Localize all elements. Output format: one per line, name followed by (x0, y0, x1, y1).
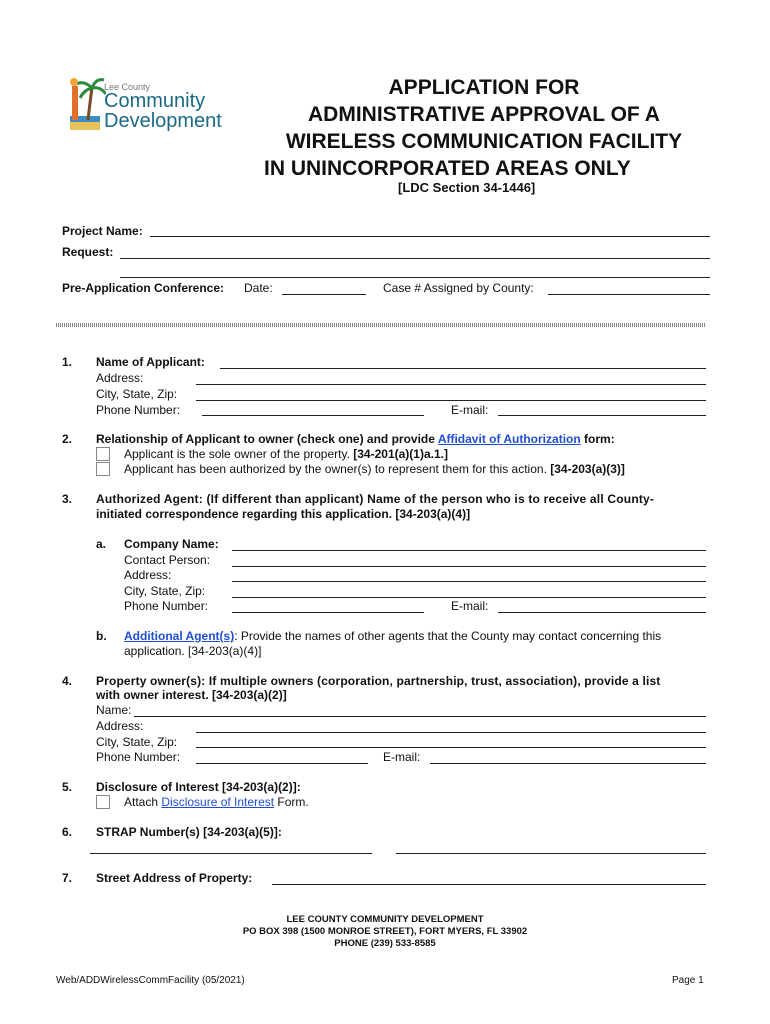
sole-owner-checkbox[interactable] (96, 447, 110, 461)
owner-name-field[interactable] (134, 716, 706, 717)
strap-title: STRAP Number(s) [34-203(a)(5)]: (96, 825, 282, 839)
company-name-label: Company Name: (124, 537, 219, 551)
owner-city-field[interactable] (196, 747, 706, 748)
authorized-checkbox[interactable] (96, 462, 110, 476)
contact-person-field[interactable] (232, 566, 706, 567)
agent-description-1: Authorized Agent: (If different than applicant) Name of the person who is to receive all County- (96, 492, 655, 506)
footer-address: PO BOX 398 (1500 MONROE STREET), FORT MYERS, FL 33902 (242, 926, 528, 937)
applicant-address-label: Address: (96, 371, 144, 385)
section-4-number: 4. (62, 674, 73, 688)
agent-description-2: initiated correspondence regarding this application. [34-203(a)(4)] (96, 507, 471, 521)
title-line-4: IN UNINCORPORATED AREAS ONLY (264, 157, 631, 180)
applicant-phone-field[interactable] (202, 415, 424, 416)
agent-phone-field[interactable] (232, 612, 424, 613)
page-number: Page 1 (672, 975, 704, 986)
applicant-phone-label: Phone Number: (96, 403, 181, 417)
section-6-number: 6. (62, 825, 73, 839)
company-name-field[interactable] (232, 550, 706, 551)
title-line-3: WIRELESS COMMUNICATION FACILITY (285, 130, 683, 153)
applicant-city-label: City, State, Zip: (96, 387, 178, 401)
request-field-2[interactable] (120, 277, 710, 278)
additional-agents-line-2: application. [34-203(a)(4)] (124, 644, 262, 658)
owner-description-2: with owner interest. [34-203(a)(2)] (96, 688, 287, 702)
affidavit-link[interactable]: Affidavit of Authorization (437, 432, 581, 446)
date-label: Date: (244, 281, 273, 295)
disclosure-title: Disclosure of Interest [34-203(a)(2)]: (96, 780, 301, 794)
applicant-name-label: Name of Applicant: (96, 355, 205, 369)
pre-app-label: Pre-Application Conference: (62, 281, 225, 295)
title-line-1: APPLICATION FOR (388, 76, 580, 99)
owner-description-1: Property owner(s): If multiple owners (corporation, partnership, trust, association), provide a list (96, 674, 661, 688)
title-line-2: ADMINISTRATIVE APPROVAL OF A (308, 103, 660, 126)
section-7-number: 7. (62, 871, 73, 885)
owner-address-field[interactable] (196, 732, 706, 733)
form-id: Web/ADDWirelessCommFacility (05/2021) (56, 975, 245, 986)
case-field[interactable] (548, 294, 710, 295)
section-1-number: 1. (62, 355, 73, 369)
owner-phone-field[interactable] (196, 763, 368, 764)
project-name-field[interactable] (150, 236, 710, 237)
applicant-email-label: E-mail: (451, 403, 489, 417)
sole-owner-label: Applicant is the sole owner of the property. [34-201(a)(1)a.1.] (124, 447, 448, 461)
owner-email-field[interactable] (430, 763, 706, 764)
applicant-name-field[interactable] (220, 368, 706, 369)
authorized-label: Applicant has been authorized by the owner(s) to represent them for this action. [34-203(a)(3)] (124, 462, 625, 476)
street-address-title: Street Address of Property: (96, 871, 253, 885)
street-address-field[interactable] (272, 884, 706, 885)
disclosure-attach-label: Attach Disclosure of Interest Form. (124, 795, 309, 809)
applicant-address-field[interactable] (196, 384, 706, 385)
project-name-label: Project Name: (62, 224, 143, 238)
relationship-label: Relationship of Applicant to owner (check one) and provide Affidavit of Authorization form: (96, 432, 615, 446)
divider (56, 323, 706, 327)
logo-development: Development (104, 110, 222, 132)
logo-community: Community (104, 90, 206, 112)
disclosure-checkbox[interactable] (96, 795, 110, 809)
agent-email-field[interactable] (498, 612, 706, 613)
agent-email-label: E-mail: (451, 599, 489, 613)
page-title (264, 74, 704, 182)
agent-city-label: City, State, Zip: (124, 584, 206, 598)
agent-city-field[interactable] (232, 597, 706, 598)
footer-org: LEE COUNTY COMMUNITY DEVELOPMENT (286, 914, 484, 925)
additional-agents-link[interactable]: Additional Agent(s) (124, 629, 235, 643)
sub-b-letter: b. (96, 629, 107, 643)
section-3-number: 3. (62, 492, 73, 506)
agent-address-label: Address: (124, 568, 172, 582)
contact-person-label: Contact Person: (124, 553, 211, 567)
strap-field-2[interactable] (396, 853, 706, 854)
applicant-email-field[interactable] (498, 415, 706, 416)
date-field[interactable] (282, 294, 366, 295)
section-2-number: 2. (62, 432, 73, 446)
sub-a-letter: a. (96, 537, 107, 551)
owner-name-label: Name: (96, 703, 132, 717)
additional-agents-label: Additional Agent(s): Provide the names of other agents that the County may contact concerning this (124, 629, 662, 643)
owner-address-label: Address: (96, 719, 144, 733)
owner-phone-label: Phone Number: (96, 750, 181, 764)
disclosure-link[interactable]: Disclosure of Interest (161, 795, 275, 809)
logo-county: Lee County (104, 82, 151, 92)
case-label: Case # Assigned by County: (383, 281, 534, 295)
agent-phone-label: Phone Number: (124, 599, 209, 613)
applicant-city-field[interactable] (196, 400, 706, 401)
request-label: Request: (62, 245, 114, 259)
palm-tree-logo-icon (66, 72, 106, 134)
owner-email-label: E-mail: (383, 750, 421, 764)
request-field-1[interactable] (120, 258, 710, 259)
ldc-section: [LDC Section 34-1446] (398, 180, 536, 195)
owner-city-label: City, State, Zip: (96, 735, 178, 749)
footer-phone: PHONE (239) 533-8585 (334, 938, 436, 949)
footer-address-block (0, 914, 770, 950)
section-5-number: 5. (62, 780, 73, 794)
agent-address-field[interactable] (232, 581, 706, 582)
strap-field-1[interactable] (90, 853, 372, 854)
